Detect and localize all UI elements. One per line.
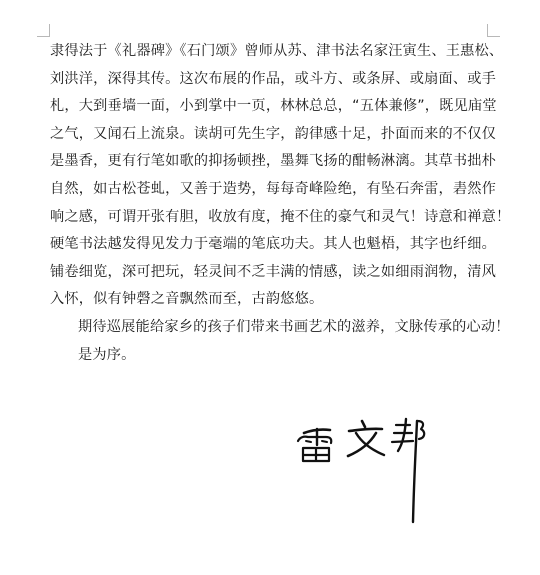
paragraph-line: 入怀，似有钟磬之音飘然而至，古韵悠悠。 — [50, 291, 324, 308]
paragraph-line: 之气，又闻石上流泉。读胡可先生字，韵律感十足，扑面而来的不仅仅 — [50, 125, 497, 142]
preface-body — [50, 38, 511, 369]
paragraph-line: 刘洪洋，深得其传。这次布展的作品，或斗方、或条屏、或扇面、或手 — [50, 70, 497, 87]
paragraph-line: 是墨香，更有行笔如歌的抑扬顿挫，墨舞飞扬的酣畅淋漓。其草书拙朴 — [50, 153, 497, 170]
crop-mark-top-left — [37, 24, 50, 37]
closing-line: 期待巡展能给家乡的孩子们带来书画艺术的滋养，文脉传承的心动！ — [78, 318, 510, 335]
closing-line: 是为序。 — [78, 346, 136, 363]
paragraph-line: 硬笔书法越发得见发力于毫端的笔底功夫。其人也魁梧，其字也纤细。 — [50, 236, 497, 253]
paragraph-line: 响之感，可谓开张有胆，收放有度，掩不住的豪气和灵气！诗意和禅意！ — [50, 208, 511, 225]
paragraph-line: 铺卷细览，深可把玩，轻灵间不乏丰满的情感，读之如细雨润物，清风 — [50, 263, 497, 280]
handwritten-signature — [292, 415, 432, 530]
paragraph-line: 自然，如古松苍虬，又善于造势，每每奇峰险绝，有坠石奔雷，砉然作 — [50, 180, 497, 197]
crop-mark-top-right — [487, 24, 500, 37]
paragraph-line: 隶得法于《礼器碑》《石门颂》曾师从苏、津书法名家汪寅生、王惠松、 — [50, 43, 504, 59]
paragraph-line: 札，大到垂墙一面，小到掌中一页，林林总总，“五体兼修”，既见庙堂 — [50, 98, 497, 115]
